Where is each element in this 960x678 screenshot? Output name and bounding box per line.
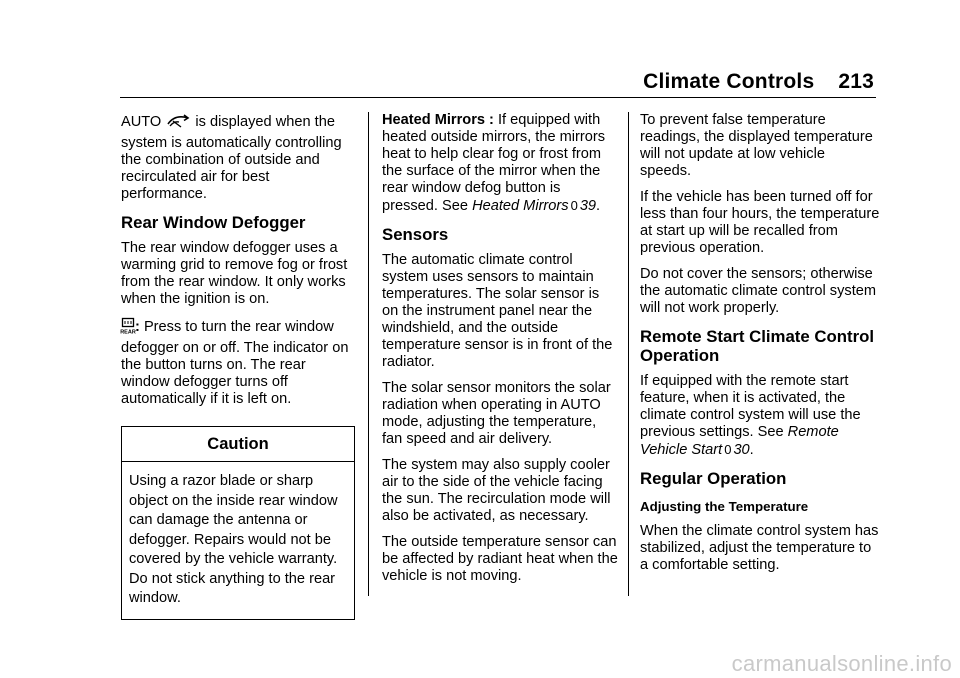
sensors-heading: Sensors	[382, 225, 449, 244]
rear-defog-icon	[121, 317, 135, 340]
page-header	[643, 70, 874, 94]
sensors-paragraph-3: The system may also supply cooler air to the side of the vehicle facing the sun. The recirculation mode will also be activated, as necessary.	[382, 457, 611, 524]
period: .	[749, 442, 754, 458]
column-divider-1	[368, 112, 369, 596]
regular-operation-heading: Regular Operation	[640, 469, 787, 488]
sensors-paragraph-2: The solar sensor monitors the solar radiation when operating in AUTO mode, adjusting the temperature, fan speed and air delivery.	[382, 380, 611, 447]
auto-recirculation-icon	[165, 112, 191, 135]
auto-text-1: is displayed when the	[195, 114, 335, 130]
period: .	[596, 198, 601, 214]
column-1	[121, 112, 357, 620]
rear-icon-text: REAR	[120, 329, 136, 336]
header-rule	[120, 97, 876, 98]
rear-colon: :	[135, 319, 140, 335]
sensors-paragraph-4: The outside temperature sensor can be affected by radiant heat when the vehicle is not moving.	[382, 534, 618, 584]
auto-label: AUTO	[121, 114, 162, 130]
column-3	[640, 112, 880, 583]
column-divider-2	[628, 112, 629, 596]
sensors-paragraph-1: The automatic climate control system uses sensors to maintain temperatures. The solar sensor is on the instrument panel near the windshield, and the outside temperature sensor is in front of the radiator.	[382, 252, 613, 370]
col3-paragraph-2: If the vehicle has been turned off for less than four hours, the temperature at start up will be recalled from previous operation.	[640, 189, 880, 256]
ref-arrow-icon: 0	[724, 442, 732, 457]
remote-start-page[interactable]: 30	[733, 442, 750, 458]
heated-mirrors-ref-link[interactable]: Heated Mirrors	[472, 198, 569, 214]
remote-start-ref-link[interactable]: Remote Vehicle Start	[640, 424, 839, 458]
auto-paragraph	[121, 112, 357, 203]
col3-paragraph-3: Do not cover the sensors; otherwise the automatic climate control system will not work properly.	[640, 266, 877, 316]
caution-text: Using a razor blade or sharp object on the inside rear window can damage the antenna or defogger. Repairs would not be covered by the vehicle warranty. Do not stick anything to the rear window.	[129, 473, 338, 606]
remote-start-heading: Remote Start Climate Control Operation	[640, 327, 875, 365]
rear-defog-heading: Rear Window Defogger	[121, 213, 306, 232]
col3-paragraph-1: To prevent false temperature readings, the displayed temperature will not update at low vehicle speeds.	[640, 112, 873, 179]
rear-defog-text: The rear window defogger uses a warming grid to remove fog or frost from the rear window. It only works when the ignition is on.	[121, 240, 348, 307]
remote-start-text: If equipped with the remote start feature, when it is activated, the climate control system will use the previous settings. See	[640, 373, 861, 440]
adjust-temperature-subheading: Adjusting the Temperature	[640, 499, 809, 514]
caution-box	[121, 426, 355, 620]
page-number: 213	[838, 70, 874, 93]
column-2	[382, 112, 618, 594]
heated-mirrors-text: If equipped with heated outside mirrors, the mirrors heat to help clear fog or frost from the surface of the mirror when the rear window defog button is pressed. See	[382, 112, 606, 214]
rear-press-paragraph	[121, 317, 357, 408]
auto-text-2: system is automatically controlling the combination of outside and recirculated air for best performance.	[121, 135, 342, 202]
ref-arrow-icon: 0	[570, 198, 578, 213]
watermark: carmanualsonline.info	[731, 651, 952, 676]
rear-press-text: Press to turn the rear window defogger on or off. The indicator on the button turns on. The rear window defogger turns off automatically if it is left on.	[121, 319, 349, 407]
heated-mirrors-label: Heated Mirrors :	[382, 112, 494, 128]
heated-mirrors-page[interactable]: 39	[579, 198, 597, 214]
heated-mirrors-paragraph	[382, 112, 618, 215]
adjust-temperature-text: When the climate control system has stabilized, adjust the temperature to a comfortable setting.	[640, 523, 879, 573]
remote-start-paragraph	[640, 373, 880, 459]
header-title: Climate Controls	[643, 70, 815, 93]
caution-title: Caution	[122, 427, 354, 462]
